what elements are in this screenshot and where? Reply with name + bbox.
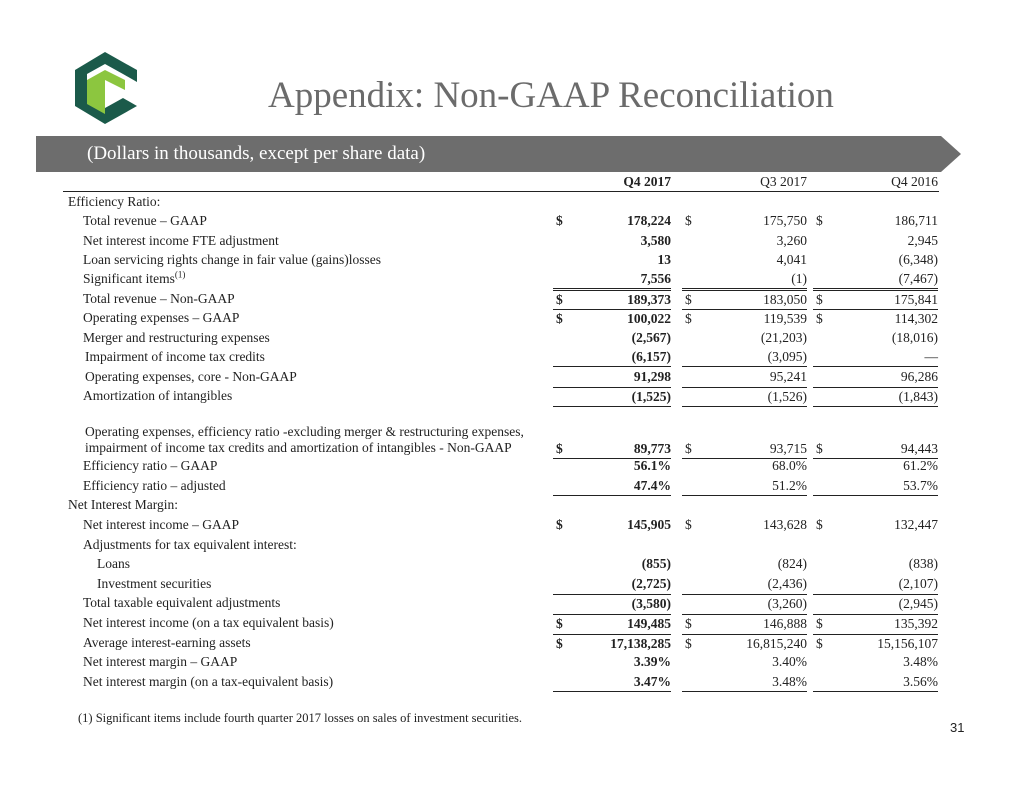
value-cell [553, 232, 671, 250]
value-text: 175,750 [763, 213, 807, 228]
dollar-sign: $ [685, 636, 692, 651]
value-text: 189,373 [627, 292, 671, 307]
value-cell [553, 673, 671, 692]
value-text: 114,302 [894, 311, 938, 326]
dollar-sign: $ [556, 441, 563, 456]
value-cell [682, 387, 807, 407]
dollar-sign: $ [685, 616, 692, 631]
value-cell [553, 329, 671, 347]
value-text: 3.39% [633, 654, 671, 669]
table-row [0, 290, 1034, 308]
table-row [0, 594, 1034, 612]
value-cell [553, 212, 671, 230]
value-cell [553, 516, 671, 534]
table-row [0, 329, 1034, 347]
value-cell [813, 457, 938, 475]
row-label-text: Net interest income – GAAP [83, 517, 239, 532]
dollar-sign: $ [556, 292, 563, 307]
row-label [83, 516, 239, 534]
value-cell [682, 477, 807, 496]
value-text: 7,556 [640, 271, 671, 286]
page-number: 31 [950, 720, 965, 735]
row-label-text: Loan servicing rights change in fair value (gains)losses [83, 252, 382, 267]
subtitle-text: (Dollars in thousands, except per share data) [87, 143, 426, 164]
value-text: 135,392 [894, 616, 938, 631]
value-cell [682, 232, 807, 250]
value-cell [682, 329, 807, 347]
value-cell [813, 329, 938, 347]
value-text: 17,138,285 [610, 636, 671, 651]
value-text: (2,725) [631, 576, 671, 591]
value-text: 61.2% [903, 458, 938, 473]
value-cell [553, 251, 671, 269]
value-cell [813, 614, 938, 633]
header-rule [63, 191, 939, 192]
value-cell [813, 516, 938, 534]
value-cell [553, 555, 671, 573]
row-label-text: Operating expenses, core - Non-GAAP [85, 369, 297, 384]
value-cell [682, 251, 807, 269]
value-text: (3,580) [631, 596, 671, 611]
table-row [0, 496, 1034, 514]
value-text: 3.40% [772, 654, 807, 669]
value-text: 3.48% [903, 654, 938, 669]
value-cell [553, 290, 671, 309]
row-label-text: Impairment of income tax credits [85, 349, 265, 364]
value-text: (1,843) [898, 389, 938, 404]
value-cell [553, 653, 671, 671]
table-row [0, 653, 1034, 671]
value-text: 186,711 [894, 213, 938, 228]
table-row [0, 536, 1034, 554]
value-text: (1,525) [631, 389, 671, 404]
row-label [68, 193, 160, 211]
row-label [83, 673, 333, 691]
row-label-text: Total revenue – Non-GAAP [83, 291, 235, 306]
value-text: 149,485 [627, 616, 671, 631]
row-label-text: Operating expenses, efficiency ratio -excluding merger & restructuring expenses, [85, 424, 524, 439]
row-label [85, 368, 297, 386]
table-row [0, 614, 1034, 632]
value-text: (6,348) [898, 252, 938, 267]
value-text: 53.7% [903, 478, 938, 493]
value-cell [682, 457, 807, 475]
value-text: 3.47% [633, 674, 671, 689]
page-title: Appendix: Non-GAAP Reconciliation [268, 75, 834, 116]
dollar-sign: $ [685, 311, 692, 326]
value-cell [553, 457, 671, 475]
value-text: 16,815,240 [746, 636, 807, 651]
logo-dark-shape [75, 52, 137, 124]
value-text: (1,526) [767, 389, 807, 404]
row-label-text-line2: impairment of income tax credits and amortization of intangibles - Non-GAAP [85, 440, 512, 455]
table-row [0, 424, 1034, 456]
table-row [0, 193, 1034, 211]
value-text: 100,022 [627, 311, 671, 326]
row-label-text: Efficiency ratio – GAAP [83, 458, 218, 473]
value-text: 96,286 [900, 369, 938, 384]
value-cell [553, 309, 671, 328]
dollar-sign: $ [685, 213, 692, 228]
table-row [0, 673, 1034, 691]
row-label [83, 270, 185, 288]
value-text: 3,260 [776, 233, 807, 248]
dollar-sign: $ [816, 292, 823, 307]
column-header-q4-2016: Q4 2016 [891, 174, 938, 189]
value-text: 119,539 [763, 311, 807, 326]
dollar-sign: $ [685, 517, 692, 532]
table-row [0, 555, 1034, 573]
row-label-text: Total revenue – GAAP [83, 213, 207, 228]
value-cell [813, 290, 938, 309]
value-text: 3.48% [772, 674, 807, 689]
value-cell [553, 270, 671, 289]
dollar-sign: $ [816, 441, 823, 456]
row-label [83, 653, 237, 671]
value-cell [813, 477, 938, 496]
column-header-q3-2017: Q3 2017 [760, 174, 807, 189]
value-text: (838) [908, 556, 938, 571]
value-text: 68.0% [772, 458, 807, 473]
row-label-text: Efficiency Ratio: [68, 194, 161, 209]
row-label-text: Net interest income (on a tax equivalent basis) [83, 615, 334, 630]
value-cell [682, 516, 807, 534]
row-label [85, 424, 524, 456]
row-label [83, 594, 280, 612]
row-label [83, 212, 207, 230]
dollar-sign: $ [816, 636, 823, 651]
value-text: 183,050 [763, 292, 807, 307]
value-text: (2,107) [898, 576, 938, 591]
value-cell [553, 348, 671, 367]
value-cell [682, 290, 807, 309]
table-row [0, 457, 1034, 475]
value-text: 15,156,107 [877, 636, 938, 651]
value-cell [813, 634, 938, 653]
table-row [0, 387, 1034, 405]
value-cell [553, 594, 671, 613]
dollar-sign: $ [556, 213, 563, 228]
row-label [83, 309, 239, 327]
row-label [85, 348, 265, 366]
company-logo [65, 52, 145, 124]
value-cell [682, 270, 807, 289]
table-row [0, 348, 1034, 366]
row-label-text: Net interest margin – GAAP [83, 654, 238, 669]
row-label [83, 477, 226, 495]
table-row [0, 634, 1034, 652]
value-cell [813, 251, 938, 269]
value-cell [813, 232, 938, 250]
value-text: (2,436) [767, 576, 807, 591]
value-cell [813, 673, 938, 692]
row-label-text: Efficiency ratio – adjusted [83, 478, 226, 493]
row-label [83, 614, 334, 632]
value-cell [813, 575, 938, 593]
row-label-text: Investment securities [97, 576, 212, 591]
row-label [83, 232, 279, 250]
value-cell [553, 575, 671, 593]
table-row [0, 575, 1034, 593]
value-cell [682, 309, 807, 328]
row-label [97, 555, 130, 573]
row-label [83, 251, 381, 269]
value-text: 56.1% [633, 458, 671, 473]
dollar-sign: $ [556, 311, 563, 326]
value-cell [682, 212, 807, 230]
value-text: (21,203) [760, 330, 807, 345]
table-row [0, 270, 1034, 288]
value-cell [682, 575, 807, 593]
value-cell [682, 555, 807, 573]
row-label-text: Significant items [83, 271, 175, 286]
value-text: — [924, 349, 938, 364]
value-cell [553, 634, 671, 653]
value-text: (1) [791, 271, 807, 286]
value-text: (2,945) [898, 596, 938, 611]
value-cell [682, 653, 807, 671]
row-label-text: Net interest margin (on a tax-equivalent basis) [83, 674, 334, 689]
value-cell [553, 387, 671, 407]
value-text: 3,580 [640, 233, 671, 248]
dollar-sign: $ [816, 616, 823, 631]
value-text: 2,945 [907, 233, 938, 248]
subtitle-banner [36, 134, 961, 174]
table-row [0, 251, 1034, 269]
row-label-text: Loans [97, 556, 130, 571]
row-label [83, 634, 251, 652]
value-text: (2,567) [631, 330, 671, 345]
table-row [0, 477, 1034, 495]
footnote: (1) Significant items include fourth quarter 2017 losses on sales of investment securities. [78, 711, 523, 725]
row-label-text: Average interest-earning assets [83, 635, 251, 650]
value-cell [813, 212, 938, 230]
dollar-sign: $ [685, 441, 692, 456]
value-cell [553, 368, 671, 386]
dollar-sign: $ [685, 292, 692, 307]
column-header-q4-2017: Q4 2017 [623, 174, 671, 189]
value-text: (855) [641, 556, 671, 571]
row-label-text: Amortization of intangibles [83, 388, 233, 403]
value-text: (824) [777, 556, 807, 571]
row-label [83, 457, 217, 475]
value-cell [813, 555, 938, 573]
value-cell [553, 477, 671, 496]
dollar-sign: $ [816, 213, 823, 228]
value-cell [682, 368, 807, 386]
value-text: (7,467) [898, 271, 938, 286]
value-text: 94,443 [900, 441, 938, 456]
value-text: (3,095) [767, 349, 807, 364]
dollar-sign: $ [556, 517, 563, 532]
value-cell [682, 634, 807, 653]
row-label-text: Operating expenses – GAAP [83, 310, 240, 325]
value-text: 47.4% [633, 478, 671, 493]
value-cell [682, 673, 807, 692]
value-text: 13 [657, 252, 671, 267]
value-text: 143,628 [763, 517, 807, 532]
dollar-sign: $ [816, 517, 823, 532]
table-row [0, 232, 1034, 250]
value-text: 175,841 [894, 292, 938, 307]
table-row [0, 309, 1034, 327]
footnote-marker: (1) [174, 269, 186, 280]
row-label [83, 290, 235, 308]
value-cell [813, 309, 938, 328]
row-label-text: Net Interest Margin: [68, 497, 178, 512]
value-text: 95,241 [769, 369, 807, 384]
value-cell [813, 653, 938, 671]
row-label [68, 496, 178, 514]
dollar-sign: $ [556, 616, 563, 631]
value-text: 132,447 [894, 517, 938, 532]
value-cell [682, 614, 807, 633]
value-cell [813, 594, 938, 613]
row-label [83, 329, 270, 347]
value-cell [813, 368, 938, 386]
value-text: 89,773 [633, 441, 671, 456]
value-text: 93,715 [769, 441, 807, 456]
row-label-text: Merger and restructuring expenses [83, 330, 270, 345]
value-cell [813, 348, 938, 367]
row-label-text: Net interest income FTE adjustment [83, 233, 279, 248]
value-text: (18,016) [891, 330, 938, 345]
row-label [97, 575, 211, 593]
value-text: (3,260) [767, 596, 807, 611]
value-text: 178,224 [627, 213, 671, 228]
row-label-text: Total taxable equivalent adjustments [83, 595, 281, 610]
row-label [83, 387, 232, 405]
table-row [0, 212, 1034, 230]
value-cell [813, 270, 938, 289]
value-cell [682, 348, 807, 367]
row-label [83, 536, 297, 554]
value-text: 3.56% [903, 674, 938, 689]
row-label-text: Adjustments for tax equivalent interest: [83, 537, 297, 552]
dollar-sign: $ [556, 636, 563, 651]
value-text: 91,298 [633, 369, 671, 384]
value-text: 51.2% [772, 478, 807, 493]
table-row [0, 368, 1034, 386]
value-text: (6,157) [631, 349, 671, 364]
value-text: 146,888 [763, 616, 807, 631]
value-cell [682, 594, 807, 613]
value-text: 145,905 [627, 517, 671, 532]
value-cell [553, 614, 671, 633]
table-row [0, 516, 1034, 534]
dollar-sign: $ [816, 311, 823, 326]
value-cell [813, 387, 938, 407]
value-text: 4,041 [776, 252, 807, 267]
